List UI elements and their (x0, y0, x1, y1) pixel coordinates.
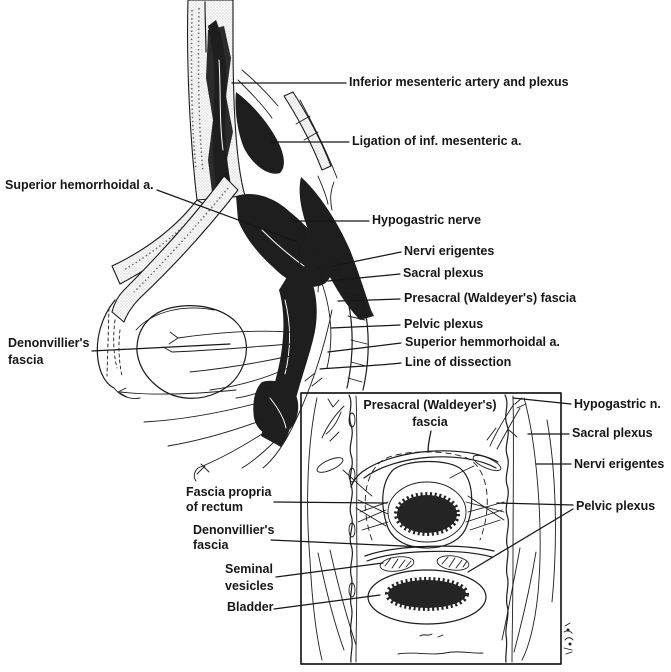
inset-waldeyers-fascia-arc (351, 451, 498, 487)
leader-inset-pelvic-plexus-b (468, 509, 573, 572)
label-pelvic-plexus: Pelvic plexus (404, 317, 484, 331)
main-sagittal-figure (97, 0, 374, 481)
leader-inset-bladder (274, 595, 380, 609)
label-inset-denonvilliers-fascia (193, 523, 274, 553)
label-fascia-propria-line2: of rectum (186, 500, 243, 514)
label-inset-sacral-plexus: Sacral plexus (572, 426, 653, 440)
label-inset-denonvilliers-line2: fascia (193, 538, 229, 552)
label-ligation-inf-mesenteric: Ligation of inf. mesenteric a. (352, 134, 522, 148)
label-denonvilliers-fascia-main (8, 335, 89, 369)
artist-signature (564, 623, 573, 654)
label-hypogastric-nerve: Hypogastric nerve (372, 213, 482, 227)
label-nervi-erigentes: Nervi erigentes (404, 244, 495, 258)
inset-left-wall (308, 395, 372, 662)
label-inset-pelvic-plexus: Pelvic plexus (576, 499, 656, 513)
label-inset-fascia-propria (186, 485, 271, 515)
inset-bladder (368, 570, 486, 654)
leader-inset-denonvilliers (271, 540, 424, 547)
label-inset-bladder: Bladder (227, 600, 274, 614)
leader-pelvic-plexus (331, 325, 400, 328)
label-denonvilliers-line2: fascia (8, 353, 44, 367)
label-superior-hemmorhoidal-right: Superior hemmorhoidal a. (405, 335, 560, 349)
label-inset-presacral-line1: Presacral (Waldeyer's) (363, 398, 497, 412)
leader-inset-hypogastric (513, 398, 571, 404)
label-presacral-waldeyers-fascia: Presacral (Waldeyer's) fascia (404, 291, 577, 305)
label-inset-presacral-title (352, 397, 508, 430)
label-sacral-plexus: Sacral plexus (403, 266, 484, 280)
pelvic-floor-nerves (118, 388, 276, 481)
label-superior-hemorrhoidal-left: Superior hemorrhoidal a. (5, 178, 154, 192)
label-inset-nervi-erigentes: Nervi erigentes (574, 457, 665, 471)
inferior-mesenteric-plexus (206, 20, 284, 200)
label-inset-seminal-vesicles (225, 561, 274, 594)
label-inset-denonvilliers-line1: Denonvillier's (193, 523, 275, 537)
label-seminal-line2: vesicles (225, 578, 274, 593)
label-inset-presacral-line2: fascia (412, 414, 448, 429)
label-line-of-dissection: Line of dissection (405, 355, 512, 369)
leader-inset-presacral (428, 431, 431, 452)
leader-inset-fascia-propria (274, 502, 387, 503)
label-inferior-mesenteric-artery: Inferior mesenteric artery and plexus (349, 75, 569, 89)
leader-inset-seminal-vesicles (276, 563, 383, 577)
label-seminal-line1: Seminal (225, 562, 273, 576)
leader-line-of-dissection (320, 363, 401, 369)
label-inset-hypogastric-n: Hypogastric n. (574, 397, 661, 411)
inset-rectum (365, 452, 487, 548)
leader-superior-hemmorhoidal-right (328, 343, 401, 352)
label-denonvilliers-line1: Denonvillier's (8, 336, 90, 350)
label-fascia-propria-line1: Fascia propria (186, 485, 272, 499)
